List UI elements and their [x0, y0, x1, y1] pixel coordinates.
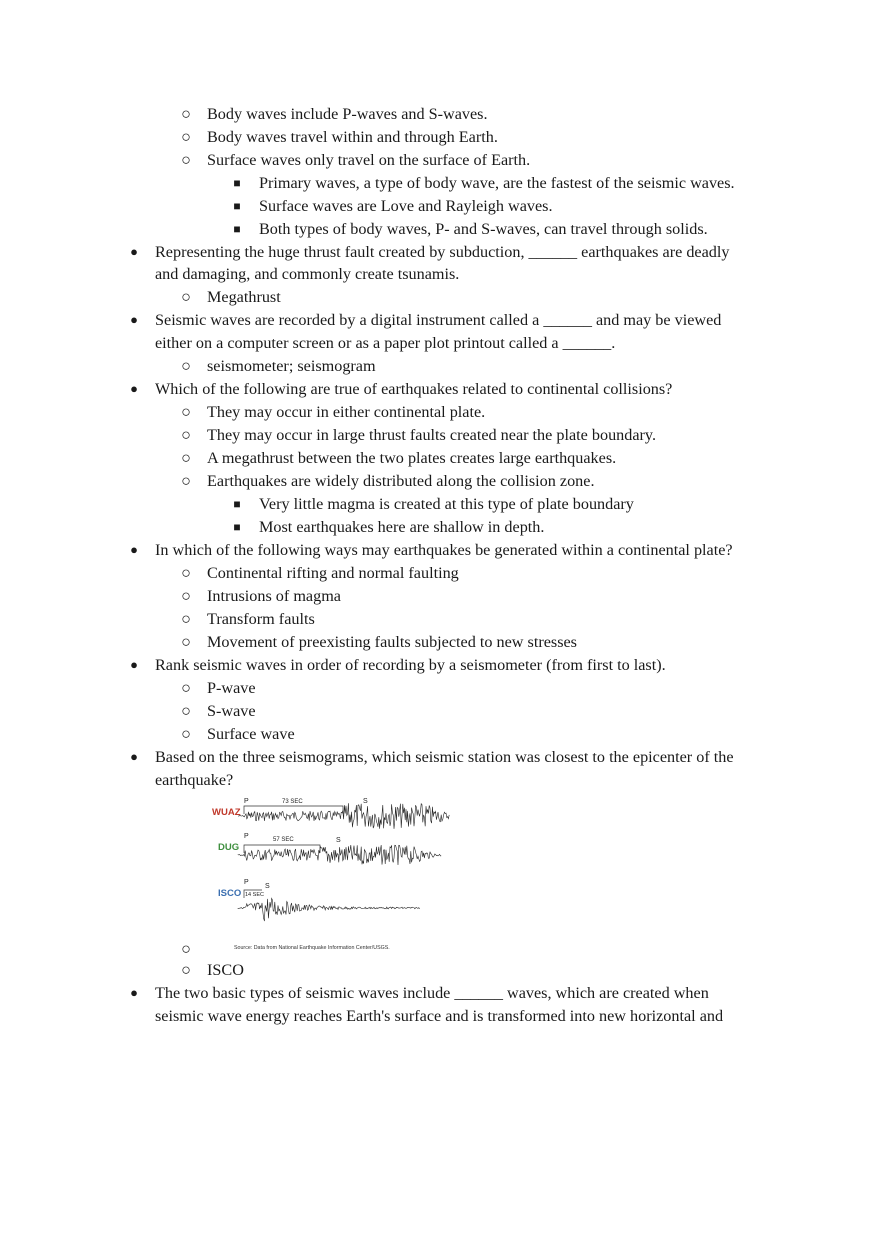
bullet: ●	[130, 312, 138, 327]
figure-source-caption: Source: Data from National Earthquake Information Center/USGS.	[234, 945, 390, 951]
circle-bullet: ○	[181, 128, 191, 146]
square-bullet: ■	[233, 199, 241, 213]
station-label-wuaz: WUAZ	[212, 807, 241, 818]
circle-bullet: ○	[181, 725, 191, 743]
question-text: Rank seismic waves in order of recording by a seismometer (from first to last).	[155, 656, 666, 674]
answer-item: They may occur in large thrust faults created near the plate boundary.	[207, 426, 657, 444]
p-arrival-label: P	[244, 833, 249, 840]
question-text: The two basic types of seismic waves include ______ waves, which are created when	[155, 984, 709, 1002]
list-item: Primary waves, a type of body wave, are the fastest of the seismic waves.	[259, 174, 735, 192]
bullet: ●	[130, 749, 138, 764]
answer-item: They may occur in either continental plate.	[207, 403, 486, 421]
question-text: Seismic waves are recorded by a digital instrument called a ______ and may be viewed	[155, 311, 722, 329]
list-item: Very little magma is created at this type of plate boundary	[259, 495, 634, 513]
square-bullet: ■	[233, 176, 241, 190]
square-bullet: ■	[233, 520, 241, 534]
circle-bullet: ○	[181, 449, 191, 467]
s-arrival-label: S	[265, 883, 270, 890]
circle-bullet: ○	[181, 403, 191, 421]
seismogram-trace-wuaz	[238, 803, 449, 829]
question-text: seismic wave energy reaches Earth's surface and is transformed into new horizontal and	[155, 1007, 724, 1025]
list-item: Body waves include P-waves and S-waves.	[207, 105, 488, 123]
circle-bullet: ○	[181, 679, 191, 697]
station-label-isco: ISCO	[218, 888, 242, 899]
answer-item: Megathrust	[207, 288, 281, 306]
p-arrival-label: P	[244, 798, 249, 805]
circle-bullet: ○	[181, 105, 191, 123]
question-text: Representing the huge thrust fault created by subduction, ______ earthquakes are deadly	[155, 243, 730, 261]
answer-item: seismometer; seismogram	[207, 357, 376, 375]
s-arrival-label: S	[336, 837, 341, 844]
s-arrival-label: S	[363, 798, 368, 805]
answer-item: A megathrust between the two plates creates large earthquakes.	[207, 449, 617, 467]
square-bullet: ■	[233, 222, 241, 236]
list-item: Surface waves are Love and Rayleigh waves.	[259, 197, 553, 215]
circle-bullet: ○	[181, 702, 191, 720]
bullet: ●	[130, 244, 138, 259]
interval-bracket	[244, 806, 343, 814]
question-text: either on a computer screen or as a paper plot printout called a ______.	[155, 334, 616, 352]
circle-bullet: ○	[181, 472, 191, 490]
answer-item: Transform faults	[207, 610, 315, 628]
circle-bullet: ○	[181, 940, 191, 958]
circle-bullet: ○	[181, 587, 191, 605]
list-item: Body waves travel within and through Earth.	[207, 128, 498, 146]
circle-bullet: ○	[181, 610, 191, 628]
question-text: earthquake?	[155, 771, 234, 789]
circle-bullet: ○	[181, 633, 191, 651]
answer-item: P-wave	[207, 679, 256, 697]
circle-bullet: ○	[181, 426, 191, 444]
answer-item: Intrusions of magma	[207, 587, 341, 605]
interval-label: 57 SEC	[273, 837, 294, 843]
station-label-dug: DUG	[218, 842, 240, 853]
answer-item: Movement of preexisting faults subjected to new stresses	[207, 633, 577, 651]
question-text: In which of the following ways may earthquakes be generated within a continental plate?	[155, 541, 733, 559]
bullet: ●	[130, 381, 138, 396]
answer-item: Surface wave	[207, 725, 295, 743]
p-arrival-label: P	[244, 879, 249, 886]
seismogram-figure	[210, 792, 460, 952]
list-item: Most earthquakes here are shallow in depth.	[259, 518, 545, 536]
list-item: Both types of body waves, P- and S-waves, can travel through solids.	[259, 220, 708, 238]
circle-bullet: ○	[181, 564, 191, 582]
seismogram-trace-isco	[238, 898, 420, 921]
answer-item: Earthquakes are widely distributed along the collision zone.	[207, 472, 595, 490]
question-text: Which of the following are true of earthquakes related to continental collisions?	[155, 380, 673, 398]
bullet: ●	[130, 542, 138, 557]
question-text: and damaging, and commonly create tsunamis.	[155, 265, 460, 283]
interval-label: 73 SEC	[282, 799, 303, 805]
answer-item: Continental rifting and normal faulting	[207, 564, 459, 582]
seismogram-trace-dug	[238, 845, 441, 865]
question-text: Based on the three seismograms, which seismic station was closest to the epicenter of the	[155, 748, 734, 766]
list-item: Surface waves only travel on the surface of Earth.	[207, 151, 531, 169]
bullet: ●	[130, 657, 138, 672]
square-bullet: ■	[233, 497, 241, 511]
circle-bullet: ○	[181, 357, 191, 375]
answer-item: ISCO	[207, 961, 244, 979]
circle-bullet: ○	[181, 288, 191, 306]
circle-bullet: ○	[181, 151, 191, 169]
interval-label: 14 SEC	[245, 892, 264, 898]
bullet: ●	[130, 985, 138, 1000]
answer-item: S-wave	[207, 702, 256, 720]
circle-bullet: ○	[181, 961, 191, 979]
